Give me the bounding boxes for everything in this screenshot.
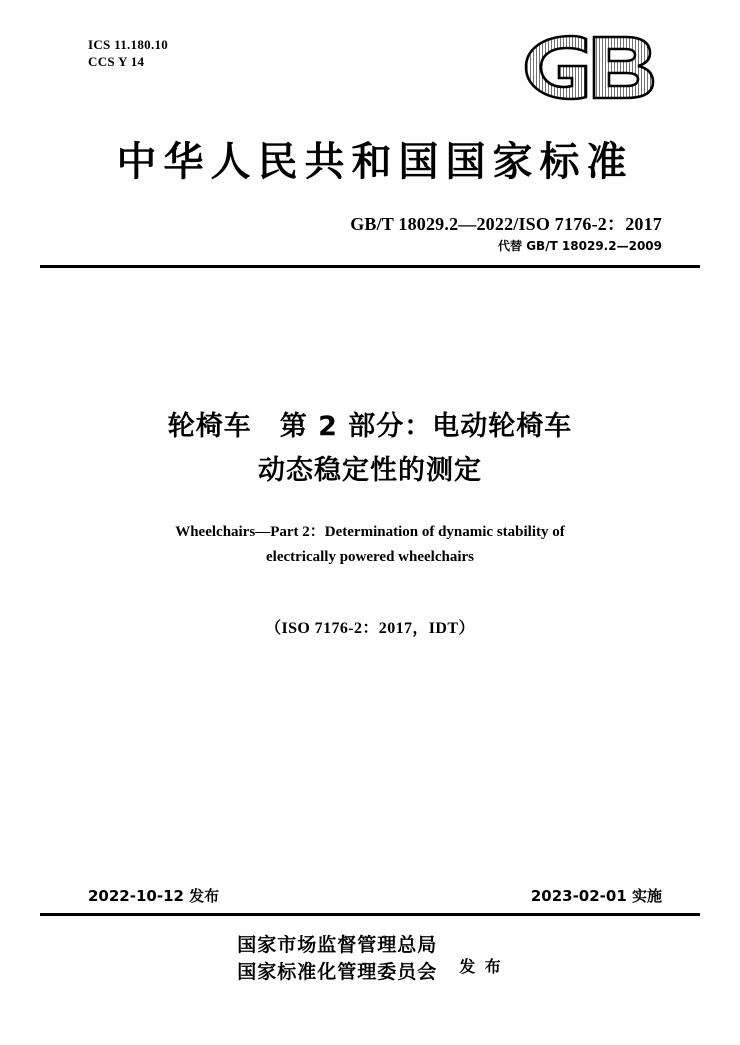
standard-number: GB/T 18029.2—2022/ISO 7176-2：2017 — [350, 214, 662, 234]
ics-code: ICS 11.180.10 — [88, 37, 169, 52]
header-divider — [40, 265, 700, 268]
document-title-en-line2: electrically powered wheelchairs — [266, 549, 474, 565]
document-title-cn — [0, 405, 740, 493]
ccs-code: CCS Y 14 — [88, 54, 145, 69]
document-title-en-line1: Wheelchairs—Part 2：Determination of dynamic stability of — [175, 524, 565, 540]
classification-codes — [88, 36, 168, 70]
document-title-en — [0, 520, 740, 570]
publisher-names — [237, 932, 437, 986]
publisher-line2: 国家标准化管理委员会 — [237, 961, 438, 983]
footer-divider — [40, 913, 700, 916]
publisher-action: 发 布 — [459, 956, 503, 976]
iso-reference: （ISO 7176-2：2017，IDT） — [265, 620, 475, 637]
document-title-cn-line1: 轮椅车 第 2 部分：电动轮椅车 — [167, 411, 573, 442]
publisher-block — [0, 932, 740, 986]
document-title-cn-line2: 动态稳定性的测定 — [258, 455, 482, 486]
implementation-date: 2023-02-01 实施 — [530, 887, 662, 905]
standard-replaces: 代替 GB/T 18029.2—2009 — [498, 239, 662, 253]
authority-title: 中华人民共和国国家标准 — [116, 139, 634, 185]
gb-logo-icon — [512, 28, 662, 106]
issue-date: 2022-10-12 发布 — [88, 887, 220, 905]
publisher-line1: 国家市场监督管理总局 — [237, 934, 438, 956]
